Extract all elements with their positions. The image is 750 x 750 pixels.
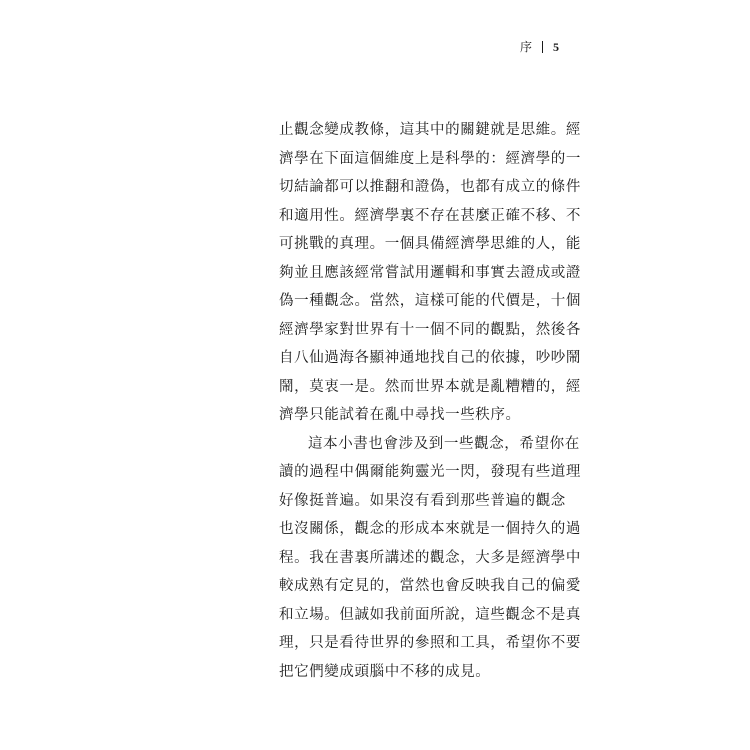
text-line: 理，只是看待世界的參照和工具，希望你不要 xyxy=(279,635,581,651)
text-line: 可挑戰的真理。一個具備經濟學思維的人，能 xyxy=(279,236,581,252)
text-line: 濟學在下面這個維度上是科學的：經濟學的一 xyxy=(279,150,581,167)
text-line: 經濟學家對世界有十一個不同的觀點，然後各 xyxy=(279,321,581,338)
text-line: 和立場。但誠如我前面所說，這些觀念不是真 xyxy=(279,606,581,623)
text-line: 也沒關係，觀念的形成本來就是一個持久的過 xyxy=(279,521,581,537)
text-line: 偽一種觀念。當然，這樣可能的代價是，十個 xyxy=(279,293,581,309)
section-title: 序 xyxy=(520,40,533,54)
header-divider xyxy=(542,41,543,53)
body-text xyxy=(279,116,579,686)
page-number: 5 xyxy=(553,40,560,54)
text-line: 濟學只能試着在亂中尋找一些秩序。 xyxy=(279,407,521,423)
text-line: 把它們變成頭腦中不移的成見。 xyxy=(279,663,491,680)
text-line: 好像挺普遍。如果沒有看到那些普遍的觀念 xyxy=(279,492,566,509)
paragraph-1 xyxy=(279,116,579,430)
text-line: 讀的過程中偶爾能夠靈光一閃，發現有些道理 xyxy=(279,464,581,480)
text-line: 夠並且應該經常嘗試用邏輯和事實去證成或證 xyxy=(279,264,581,281)
text-line: 鬧，莫衷一是。然而世界本就是亂糟糟的，經 xyxy=(279,378,581,395)
running-header xyxy=(520,40,559,54)
text-line: 這本小書也會涉及到一些觀念，希望你在 xyxy=(308,435,580,452)
text-line: 和適用性。經濟學裏不存在甚麼正確不移、不 xyxy=(279,207,581,224)
text-line: 切結論都可以推翻和證偽，也都有成立的條件 xyxy=(279,179,581,195)
text-line: 較成熟有定見的，當然也會反映我自己的偏愛 xyxy=(279,578,581,594)
text-line: 自八仙過海各顯神通地找自己的依據，吵吵鬧 xyxy=(279,350,581,366)
paragraph-2 xyxy=(279,430,579,687)
text-line: 止觀念變成教條，這其中的關鍵就是思維。經 xyxy=(279,122,581,138)
text-line: 程。我在書裏所講述的觀念，大多是經濟學中 xyxy=(279,549,581,566)
